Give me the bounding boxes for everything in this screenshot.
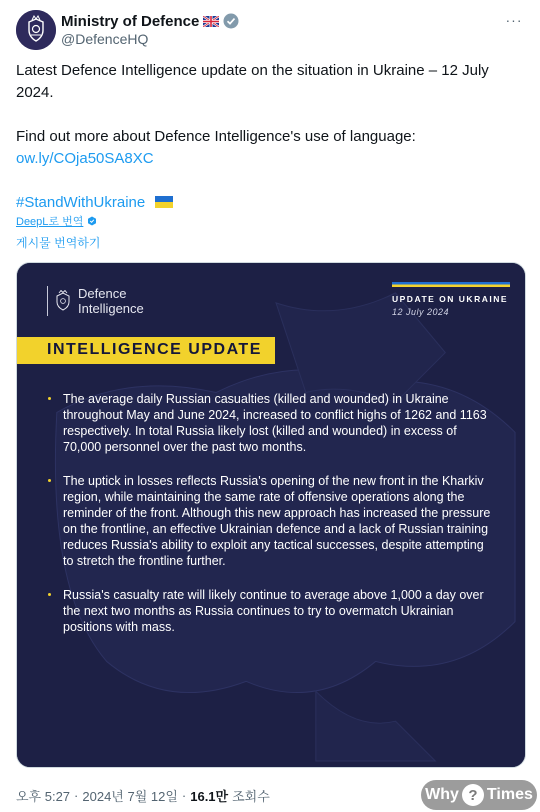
post-date[interactable]: 2024년 7월 12일 <box>82 789 178 804</box>
defence-intelligence-logo <box>47 283 144 319</box>
verified-badge-icon[interactable] <box>223 13 239 29</box>
uk-flag-icon <box>203 16 219 27</box>
deepl-translate-link[interactable] <box>16 213 97 229</box>
deepl-label: DeepL로 번역 <box>16 216 84 228</box>
mod-crest-icon <box>16 10 56 50</box>
view-count: 16.1만 <box>190 789 229 804</box>
whytimes-watermark <box>421 780 537 810</box>
tweet-text-line2: Find out more about Defence Intelligence's use of language: <box>16 128 416 145</box>
views-label: 조회수 <box>232 789 270 804</box>
avatar[interactable] <box>16 10 56 50</box>
watermark-right: Times <box>486 786 533 803</box>
banner-text: INTELLIGENCE UPDATE <box>47 341 262 358</box>
intelligence-update-image[interactable] <box>16 262 526 768</box>
update-date: 12 July 2024 <box>392 307 450 317</box>
tweet-footer <box>16 786 270 805</box>
post-time[interactable]: 오후 5:27 <box>16 789 71 804</box>
intelligence-update-banner <box>17 337 275 364</box>
separator: · <box>181 788 187 803</box>
logo-divider <box>47 286 48 316</box>
deepl-icon <box>87 216 97 226</box>
update-title: UPDATE ON UKRAINE <box>392 294 509 304</box>
ukraine-flag-icon <box>155 196 173 208</box>
hashtag-standwithukraine[interactable]: #StandWithUkraine <box>16 194 146 211</box>
separator: · <box>74 788 79 803</box>
blank-line <box>16 104 524 126</box>
logo-line2: Intelligence <box>78 301 144 316</box>
bullet-item: Russia's casualty rate will likely continue to average above 1,000 a day over the next two months as Russia continues to try to overmatch Ukrainian positions with mass. <box>47 587 497 635</box>
display-name[interactable]: Ministry of Defence <box>61 12 200 30</box>
translate-post-link[interactable]: 게시물 번역하기 <box>16 236 101 250</box>
bullet-item: The average daily Russian casualties (killed and wounded) in Ukraine throughout May and June 2024, increased to conflict highs of 1262 and 1163 respectively. In total Russia likely lost (killed and wounded) in excess of 70,000 personnel over the past two months. <box>47 391 497 455</box>
user-handle[interactable]: @DefenceHQ <box>61 31 149 47</box>
blank-line-2 <box>16 170 524 192</box>
tweet-text <box>16 60 524 214</box>
more-options-icon[interactable]: ··· <box>505 12 523 28</box>
question-icon: ? <box>462 784 484 806</box>
tweet-header <box>16 10 524 50</box>
bullet-item: The uptick in losses reflects Russia's opening of the new front in the Kharkiv region, while maintaining the same rate of offensive operations along the reminder of the front. Although this new approach has increased the pressure on the frontline, an effective Ukrainian defence and a lack of Russian training reduces Russia's ability to exploit any tactical successes, despite attempting to stretch the frontline further. <box>47 473 497 569</box>
tweet-link[interactable]: ow.ly/COja50SA8XC <box>16 150 154 167</box>
ukraine-stripe-icon <box>392 282 510 287</box>
watermark-left: Why <box>425 786 459 803</box>
bullet-list <box>47 391 497 653</box>
crest-icon <box>54 290 72 312</box>
tweet-text-line1: Latest Defence Intelligence update on the situation in Ukraine – 12 July 2024. <box>16 62 489 101</box>
logo-line1: Defence <box>78 286 127 301</box>
